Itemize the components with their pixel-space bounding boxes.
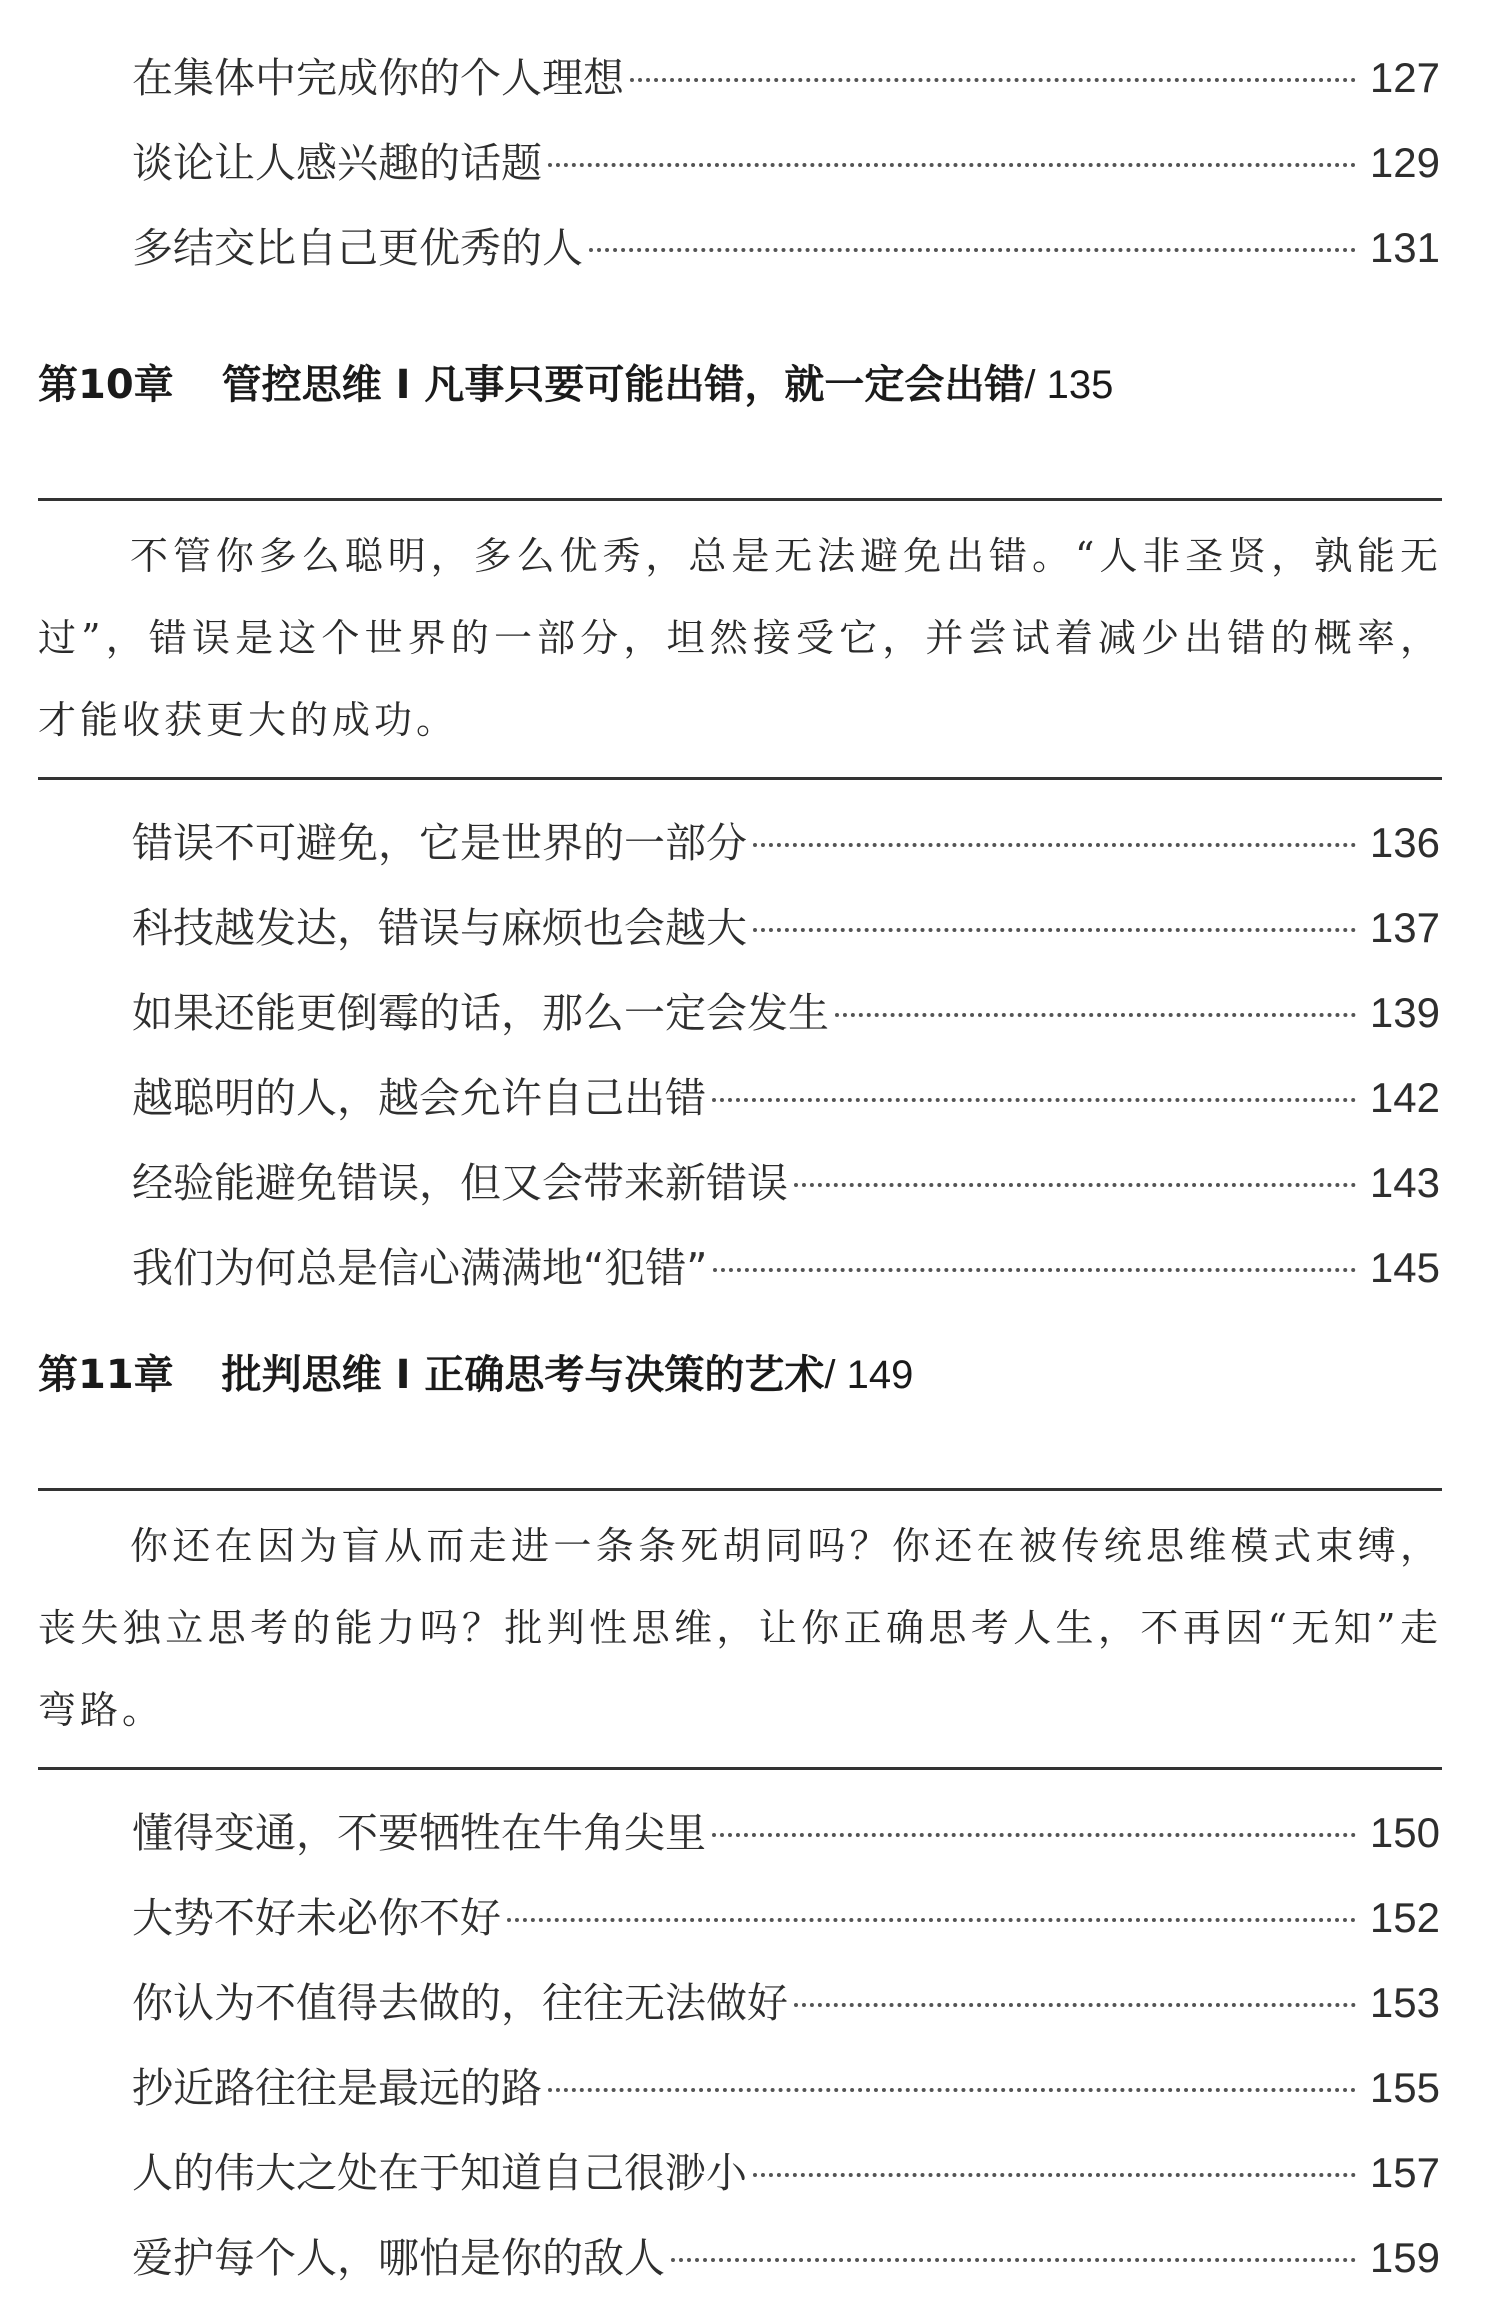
toc-entry-title: 在集体中完成你的个人理想 xyxy=(132,54,624,102)
toc-entry[interactable] xyxy=(132,2130,1440,2215)
toc-entry-title: 经验能避免错误，但又会带来新错误 xyxy=(132,1159,788,1207)
toc-entry-title: 懂得变通，不要牺牲在牛角尖里 xyxy=(132,1809,706,1857)
toc-entry-title: 大势不好未必你不好 xyxy=(132,1894,501,1942)
chapter-summary-11 xyxy=(38,1488,1442,1770)
toc-entry-page: 142 xyxy=(1369,1074,1440,1121)
dot-leader xyxy=(753,843,1356,847)
chapter-heading-11[interactable] xyxy=(38,1330,1500,1420)
toc-entry[interactable] xyxy=(132,2215,1440,2300)
toc-entry-page: 153 xyxy=(1369,1979,1440,2026)
toc-entry-page: 152 xyxy=(1369,1894,1440,1941)
toc-entry-title: 科技越发达，错误与麻烦也会越大 xyxy=(132,904,747,952)
toc-entry-page: 139 xyxy=(1369,989,1440,1036)
dot-leader xyxy=(630,78,1356,82)
chapter-summary-10 xyxy=(38,498,1442,780)
chapter-heading-10[interactable] xyxy=(38,340,1500,430)
dot-leader xyxy=(835,1013,1356,1017)
toc-entry[interactable] xyxy=(132,1140,1440,1225)
toc-entry-title: 如果还能更倒霉的话，那么一定会发生 xyxy=(132,989,829,1037)
toc-entry-title: 越聪明的人，越会允许自己出错 xyxy=(132,1074,706,1122)
chapter-number: 第11章 xyxy=(38,1352,174,1398)
summary-text: 你还在因为盲从而走进一条条死胡同吗？你还在被传统思维模式束缚，丧失独立思考的能力吗？批判性思维，让你正确思考人生，不再因“无知”走弯路。 xyxy=(38,1524,1442,1732)
chapter-page: / 149 xyxy=(824,1353,914,1397)
toc-entry-page: 137 xyxy=(1369,904,1440,951)
toc-entry[interactable] xyxy=(132,1055,1440,1140)
dot-leader xyxy=(671,2258,1356,2262)
toc-entries-ch10 xyxy=(132,800,1440,1310)
toc-entry-title: 我们为何总是信心满满地“犯错” xyxy=(132,1244,708,1292)
toc-entry-title: 人的伟大之处在于知道自己很渺小 xyxy=(132,2149,747,2197)
toc-entry-page: 145 xyxy=(1369,1244,1440,1291)
chapter-page: / 135 xyxy=(1024,363,1114,407)
dot-leader xyxy=(713,1268,1355,1272)
toc-entry[interactable] xyxy=(132,970,1440,1055)
toc-entry-page: 136 xyxy=(1369,819,1440,866)
dot-leader xyxy=(507,1918,1356,1922)
toc-entry-page: 131 xyxy=(1369,224,1440,271)
chapter-number: 第10章 xyxy=(38,362,174,408)
toc-entry-title: 错误不可避免，它是世界的一部分 xyxy=(132,819,747,867)
toc-entry-title: 爱护每个人，哪怕是你的敌人 xyxy=(132,2234,665,2282)
toc-entry-page: 143 xyxy=(1369,1159,1440,1206)
toc-entry[interactable] xyxy=(132,120,1440,205)
toc-entry[interactable] xyxy=(132,1790,1440,1875)
dot-leader xyxy=(753,2173,1356,2177)
toc-entry-page: 129 xyxy=(1369,139,1440,186)
toc-entry[interactable] xyxy=(132,205,1440,290)
toc-entry-page: 159 xyxy=(1369,2234,1440,2281)
dot-leader xyxy=(589,248,1356,252)
summary-text: 不管你多么聪明，多么优秀，总是无法避免出错。“人非圣贤，孰能无过”，错误是这个世界的一部分，坦然接受它，并尝试着减少出错的概率，才能收获更大的成功。 xyxy=(38,534,1442,742)
dot-leader xyxy=(794,1183,1356,1187)
dot-leader xyxy=(794,2003,1356,2007)
toc-entry[interactable] xyxy=(132,885,1440,970)
toc-entry-title: 抄近路往往是最远的路 xyxy=(132,2064,542,2112)
toc-entry-title: 你认为不值得去做的，往往无法做好 xyxy=(132,1979,788,2027)
toc-entry[interactable] xyxy=(132,1225,1440,1310)
dot-leader xyxy=(548,163,1356,167)
toc-entries-ch11 xyxy=(132,1790,1440,2300)
toc-entry[interactable] xyxy=(132,35,1440,120)
toc-entries-prev xyxy=(132,35,1440,290)
toc-entry-page: 127 xyxy=(1369,54,1440,101)
chapter-title: 批判思维 I 正确思考与决策的艺术 xyxy=(221,1352,825,1398)
toc-entry-page: 157 xyxy=(1369,2149,1440,2196)
dot-leader xyxy=(753,928,1356,932)
toc-entry[interactable] xyxy=(132,1960,1440,2045)
toc-entry-page: 150 xyxy=(1369,1809,1440,1856)
chapter-title: 管控思维 I 凡事只要可能出错，就一定会出错 xyxy=(221,362,1025,408)
toc-entry-title: 谈论让人感兴趣的话题 xyxy=(132,139,542,187)
toc-entry[interactable] xyxy=(132,2045,1440,2130)
dot-leader xyxy=(712,1098,1356,1102)
toc-entry-title: 多结交比自己更优秀的人 xyxy=(132,224,583,272)
dot-leader xyxy=(548,2088,1356,2092)
dot-leader xyxy=(712,1833,1356,1837)
toc-entry-page: 155 xyxy=(1369,2064,1440,2111)
toc-entry[interactable] xyxy=(132,1875,1440,1960)
toc-entry[interactable] xyxy=(132,800,1440,885)
